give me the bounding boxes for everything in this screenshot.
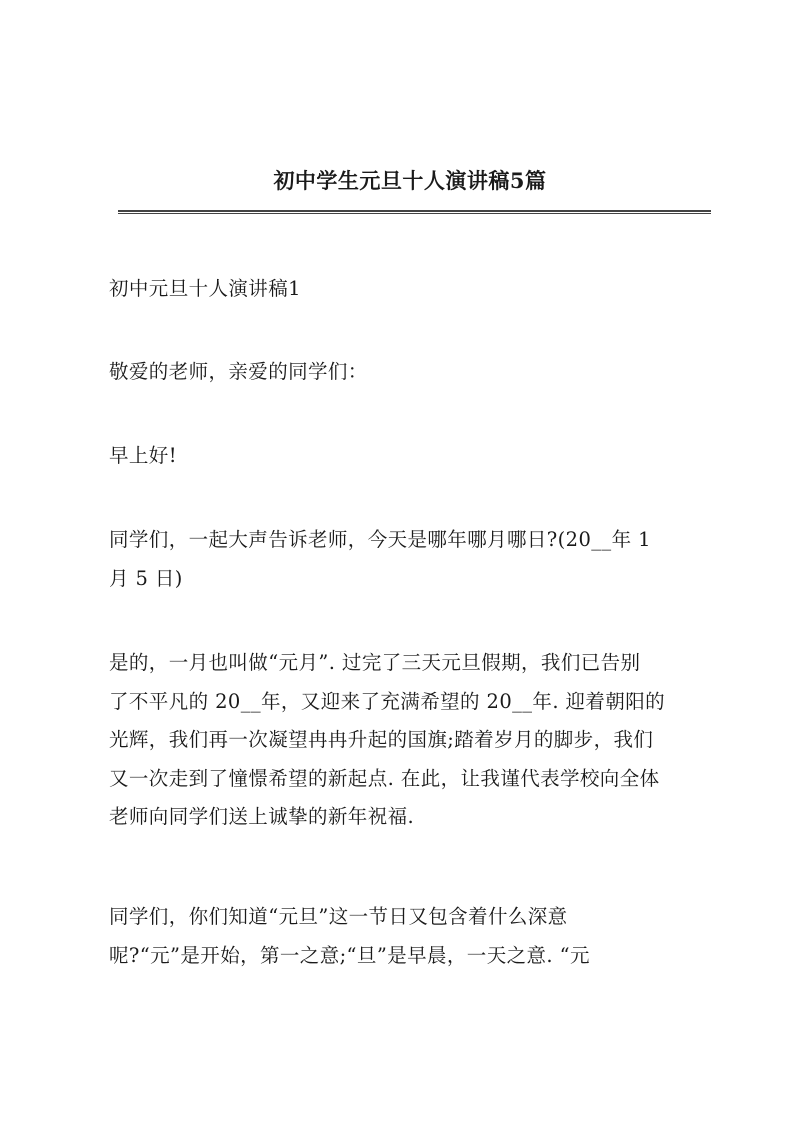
salutation: 敬爱的老师，亲爱的同学们： [109, 360, 368, 383]
document-title: 初中学生元旦十人演讲稿5篇 [273, 168, 547, 193]
title-divider [118, 210, 711, 214]
paragraph-line: 呢?“元”是开始，第一之意;“旦”是早晨，一天之意. “元 [109, 943, 590, 967]
paragraph-2 [109, 644, 719, 837]
paragraph-line: 是的，一月也叫做“元月”. 过完了三天元旦假期，我们已告别 [109, 651, 641, 674]
paragraph-line: 又一次走到了憧憬希望的新起点. 在此，让我谨代表学校向全体 [109, 766, 660, 790]
paragraph-line: 老师向同学们送上诚挚的新年祝福. [109, 805, 415, 828]
paragraph-1 [109, 521, 719, 598]
paragraph-line: 月 5 日) [109, 566, 183, 590]
paragraph-line: 同学们，你们知道“元旦”这一节日又包含着什么深意 [109, 905, 568, 928]
paragraph-line: 同学们，一起大声告诉老师，今天是哪年哪月哪日?(20__年 1 [109, 528, 651, 551]
paragraph-line: 光辉，我们再一次凝望冉冉升起的国旗;踏着岁月的脚步，我们 [109, 728, 654, 751]
paragraph-3 [109, 898, 719, 975]
paragraph-line: 了不平凡的 20__年，又迎来了充满希望的 20__年. 迎着朝阳的 [109, 689, 666, 713]
greeting: 早上好! [109, 444, 177, 467]
section-heading: 初中元旦十人演讲稿1 [109, 277, 301, 300]
